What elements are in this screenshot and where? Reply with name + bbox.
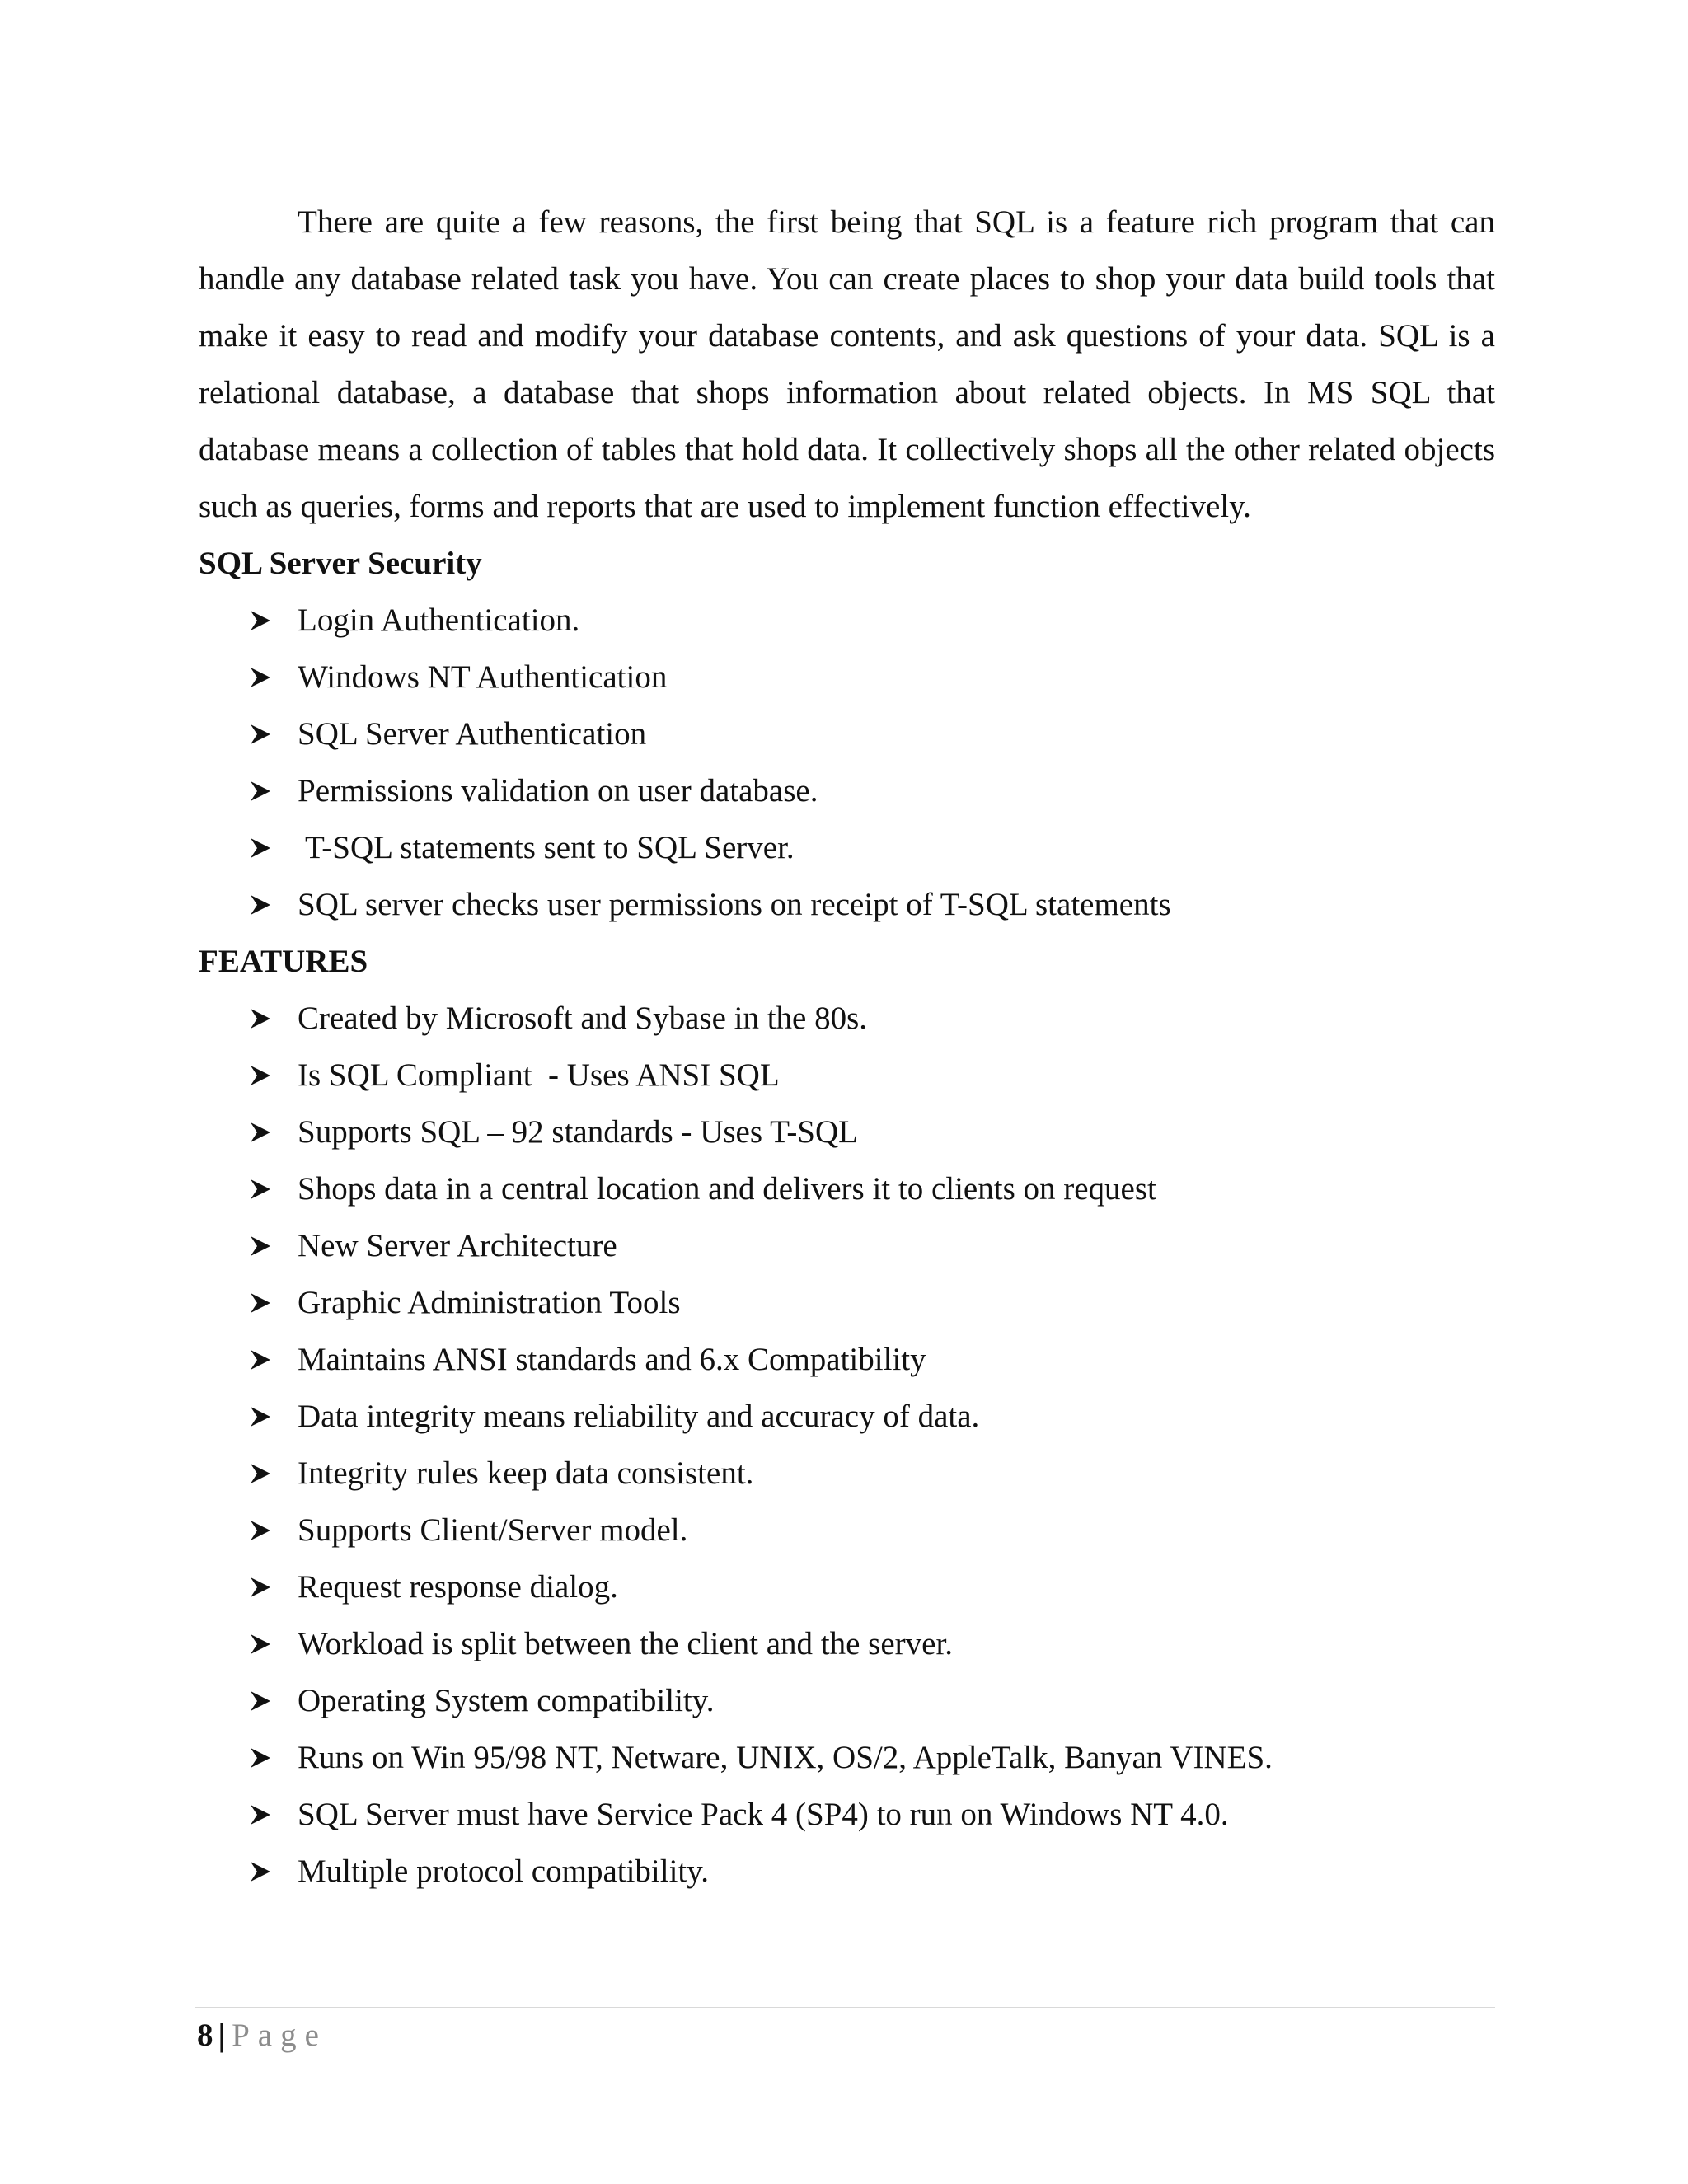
list-item	[199, 1558, 1495, 1615]
list-item	[199, 1786, 1495, 1843]
arrowhead-bullet-icon	[250, 1843, 283, 1900]
list-item-text: Windows NT Authentication	[298, 659, 668, 695]
list-item	[199, 1672, 1495, 1729]
security-list	[199, 592, 1495, 933]
intro-paragraph: There are quite a few reasons, the first being that SQL is a feature rich program that can handle any database related task you have. You can create places to shop your data build tools that make it easy to read and modify your database contents, and ask questions of your data. SQL is a relational database, a database that shops information about related objects. In MS SQL that database means a collection of tables that hold data. It collectively shops all the other related objects such as queries, forms and reports that are used to implement function effectively.	[199, 204, 1495, 524]
arrowhead-bullet-icon	[250, 1672, 283, 1729]
list-item	[199, 1047, 1495, 1104]
arrowhead-bullet-icon	[250, 762, 283, 819]
list-item	[199, 705, 1495, 762]
list-item-text: SQL Server Authentication	[298, 716, 647, 752]
list-item-text: Shops data in a central location and delivers it to clients on request	[298, 1171, 1156, 1207]
arrowhead-bullet-icon	[250, 1274, 283, 1331]
arrowhead-bullet-icon	[250, 1388, 283, 1445]
list-item	[199, 1445, 1495, 1502]
features-heading: FEATURES	[199, 944, 368, 979]
security-heading: SQL Server Security	[199, 546, 482, 581]
arrowhead-bullet-icon	[250, 705, 283, 762]
list-item-text: New Server Architecture	[298, 1228, 617, 1263]
list-item-text: Data integrity means reliability and accuracy of data.	[298, 1399, 980, 1434]
list-item-text: Login Authentication.	[298, 602, 580, 638]
list-item	[199, 592, 1495, 649]
list-item-text: Supports Client/Server model.	[298, 1512, 688, 1548]
page-label: Page	[232, 2018, 327, 2053]
list-item-text: SQL server checks user permissions on receipt of T-SQL statements	[298, 887, 1171, 922]
arrowhead-bullet-icon	[250, 1729, 283, 1786]
list-item	[199, 1274, 1495, 1331]
list-item-text: SQL Server must have Service Pack 4 (SP4) to run on Windows NT 4.0.	[298, 1797, 1229, 1832]
arrowhead-bullet-icon	[250, 592, 283, 649]
list-item-text: Workload is split between the client and the server.	[298, 1626, 954, 1661]
arrowhead-bullet-icon	[250, 649, 283, 705]
footer-separator: |	[218, 2018, 226, 2053]
arrowhead-bullet-icon	[250, 1217, 283, 1274]
list-item	[199, 1388, 1495, 1445]
list-item	[199, 876, 1495, 933]
arrowhead-bullet-icon	[250, 1104, 283, 1160]
list-item-text: Request response dialog.	[298, 1569, 618, 1605]
list-item-text: Runs on Win 95/98 NT, Netware, UNIX, OS/2, AppleTalk, Banyan VINES.	[298, 1740, 1273, 1775]
list-item	[199, 1331, 1495, 1388]
list-item-text: T-SQL statements sent to SQL Server.	[298, 830, 795, 865]
list-item-text: Integrity rules keep data consistent.	[298, 1455, 754, 1491]
list-item	[199, 1217, 1495, 1274]
arrowhead-bullet-icon	[250, 1502, 283, 1558]
arrowhead-bullet-icon	[250, 1786, 283, 1843]
arrowhead-bullet-icon	[250, 876, 283, 933]
arrowhead-bullet-icon	[250, 1558, 283, 1615]
arrowhead-bullet-icon	[250, 990, 283, 1047]
list-item	[199, 649, 1495, 705]
list-item-text: Maintains ANSI standards and 6.x Compatibility	[298, 1342, 926, 1377]
arrowhead-bullet-icon	[250, 819, 283, 876]
arrowhead-bullet-icon	[250, 1160, 283, 1217]
list-item-text: Graphic Administration Tools	[298, 1285, 681, 1320]
list-item-text: Permissions validation on user database.	[298, 773, 818, 808]
list-item	[199, 1843, 1495, 1900]
list-item-text: Operating System compatibility.	[298, 1683, 715, 1718]
arrowhead-bullet-icon	[250, 1331, 283, 1388]
list-item	[199, 1729, 1495, 1786]
page-content	[199, 194, 1495, 1900]
features-list	[199, 990, 1495, 1900]
list-item-text: Created by Microsoft and Sybase in the 80s.	[298, 1001, 868, 1036]
list-item-text: Is SQL Compliant - Uses ANSI SQL	[298, 1057, 780, 1093]
page-footer	[197, 2011, 327, 2060]
arrowhead-bullet-icon	[250, 1615, 283, 1672]
page-number: 8	[197, 2018, 213, 2053]
list-item	[199, 1160, 1495, 1217]
list-item	[199, 990, 1495, 1047]
list-item	[199, 1502, 1495, 1558]
list-item	[199, 1104, 1495, 1160]
list-item-text: Multiple protocol compatibility.	[298, 1854, 709, 1889]
list-item	[199, 762, 1495, 819]
list-item	[199, 1615, 1495, 1672]
list-item-text: Supports SQL – 92 standards - Uses T-SQL	[298, 1114, 858, 1150]
list-item	[199, 819, 1495, 876]
arrowhead-bullet-icon	[250, 1047, 283, 1104]
arrowhead-bullet-icon	[250, 1445, 283, 1502]
footer-divider	[195, 2007, 1495, 2008]
